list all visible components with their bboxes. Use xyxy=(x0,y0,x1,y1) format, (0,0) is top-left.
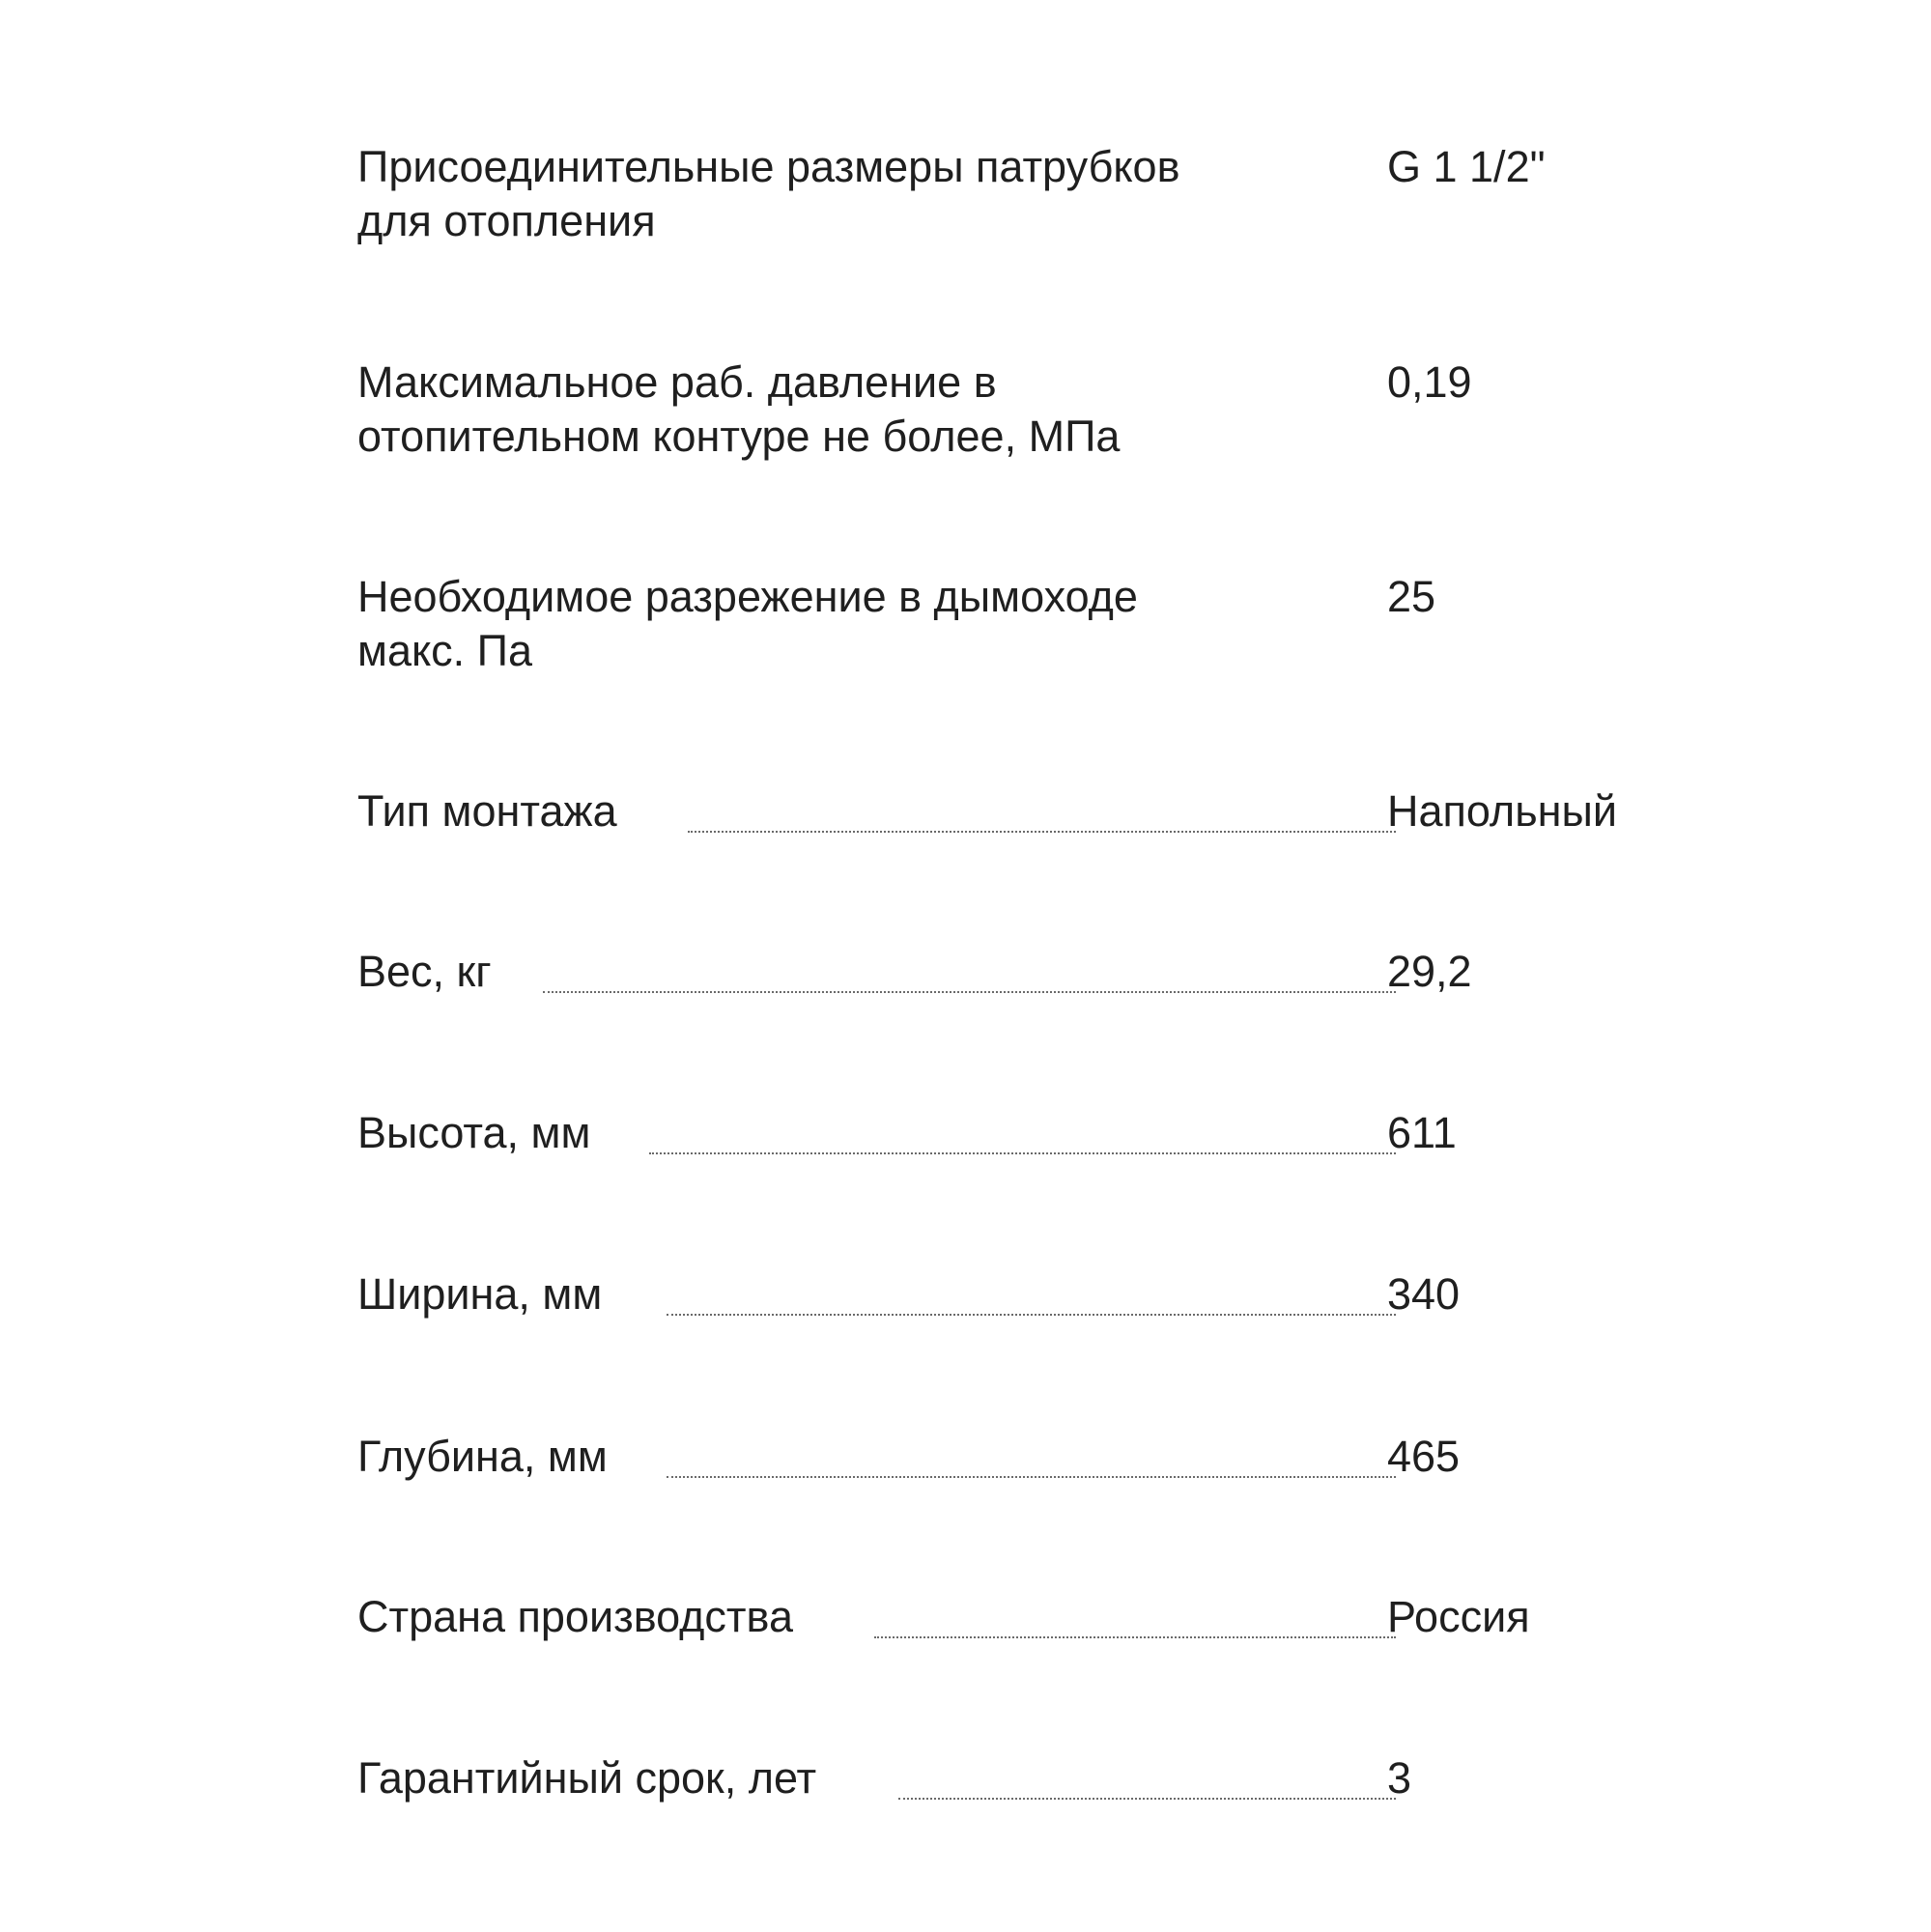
spec-label: Глубина, мм xyxy=(357,1432,608,1481)
spec-row-warranty xyxy=(357,1751,1710,1867)
spec-label: Страна производства xyxy=(357,1592,793,1641)
spec-label: Ширина, мм xyxy=(357,1269,603,1319)
spec-label: Высота, мм xyxy=(357,1108,591,1157)
spec-value: 3 xyxy=(1387,1753,1412,1803)
spec-label: Необходимое разрежение в дымоходе макс. Па xyxy=(357,572,1138,675)
spec-value: G 1 1/2" xyxy=(1387,142,1546,191)
spec-label: Присоединительные размеры патрубков для отопления xyxy=(357,142,1180,245)
spec-row-height xyxy=(357,1106,1710,1222)
spec-row-width xyxy=(357,1267,1710,1383)
spec-label: Вес, кг xyxy=(357,947,492,996)
spec-value: Напольный xyxy=(1387,786,1617,836)
spec-value: 0,19 xyxy=(1387,357,1472,407)
spec-label: Гарантийный срок, лет xyxy=(357,1753,817,1803)
spec-value: 29,2 xyxy=(1387,947,1472,996)
dotted-leader xyxy=(649,1152,1396,1154)
spec-row-max-pressure xyxy=(357,355,1710,471)
dotted-leader xyxy=(898,1798,1396,1800)
spec-value: Россия xyxy=(1387,1592,1530,1641)
spec-value: 25 xyxy=(1387,572,1436,621)
spec-row-depth xyxy=(357,1430,1710,1546)
dotted-leader xyxy=(667,1476,1396,1478)
dotted-leader xyxy=(874,1636,1396,1638)
dotted-leader xyxy=(688,831,1396,833)
dotted-leader xyxy=(667,1314,1396,1316)
spec-row-connection-size xyxy=(357,140,1710,256)
spec-label: Максимальное раб. давление в отопительном контуре не более, МПа xyxy=(357,357,1121,461)
spec-value: 465 xyxy=(1387,1432,1461,1481)
spec-row-draft xyxy=(357,570,1710,686)
spec-label: Тип монтажа xyxy=(357,786,617,836)
spec-row-country xyxy=(357,1590,1710,1706)
spec-value: 611 xyxy=(1387,1108,1457,1157)
spec-row-weight xyxy=(357,945,1710,1061)
dotted-leader xyxy=(543,991,1396,993)
spec-value: 340 xyxy=(1387,1269,1461,1319)
spec-row-mounting-type xyxy=(357,784,1710,900)
